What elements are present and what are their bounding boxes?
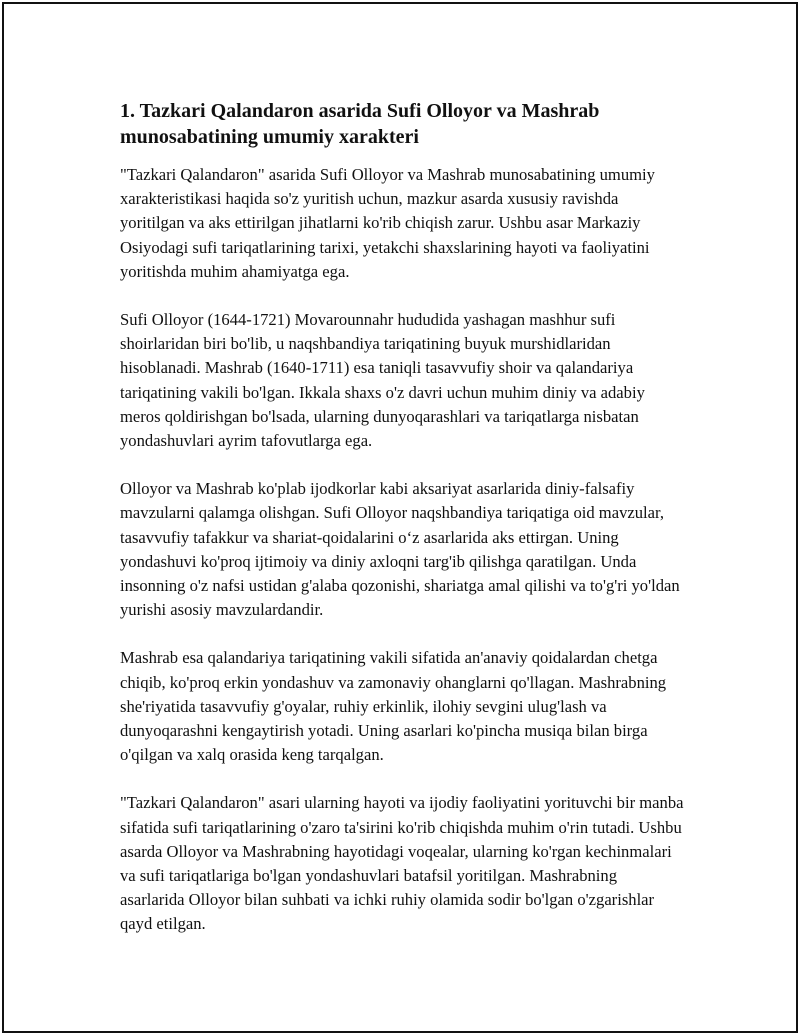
paragraph-1: "Tazkari Qalandaron" asarida Sufi Olloyor va Mashrab munosabatining umumiy xarakteristikasi haqida so'z yuritish uchun, mazkur asarda xususiy ravishda yoritilgan va aks ettirilgan jihatlarni ko'rib chiqish zarur. Ushbu asar Markaziy Osiyodagi sufi tariqatlarining tarixi, yetakchi shaxslarining hayoti va faoliyatini yoritishda muhim ahamiyatga ega. [120, 165, 655, 281]
section-heading: 1. Tazkari Qalandaron asarida Sufi Olloyor va Mashrab munosabatining umumiy xarakteri [120, 100, 600, 148]
paragraph-5: "Tazkari Qalandaron" asari ularning hayoti va ijodiy faoliyatini yorituvchi bir manba sifatida sufi tariqatlarining o'zaro ta'sirini ko'rib chiqishda muhim o'rin tutadi. Ushbu asarda Olloyor va Mashrabning hayotidagi voqealar, ularning ko'rgan kechinmalari va sufi tariqatlariga bo'lgan yondashuvlari batafsil yoritilgan. Mashrabning asarlarida Olloyor bilan suhbati va ichki ruhiy olamida sodir bo'lgan o'zgarishlar qayd etilgan. [120, 793, 684, 934]
paragraph-3: Olloyor va Mashrab ko'plab ijodkorlar kabi aksariyat asarlarida diniy-falsafiy mavzularni qalamga olishgan. Sufi Olloyor naqshbandiya tariqatiga oid mavzular, tasavvufiy tafakkur va shariat-qoidalarini o‘z asarlarida aks ettirgan. Uning yondashuvi ko'proq ijtimoiy va diniy axloqni targ'ib qilishga qaratilgan. Unda insonning o'z nafsi ustidan g'alaba qozonishi, shariatga amal qilishi va to'g'ri yo'ldan yurishi asosiy mavzulardandir. [120, 479, 680, 620]
paragraph-4: Mashrab esa qalandariya tariqatining vakili sifatida an'anaviy qoidalardan chetga chiqib, ko'proq erkin yondashuv va zamonaviy ohanglarni qo'llagan. Mashrabning she'riyatida tasavvufiy g'oyalar, ruhiy erkinlik, ilohiy sevgini ulug'lash va dunyoqarashni kengaytirish yotadi. Uning asarlari ko'pincha musiqa bilan birga o'qilgan va xalq orasida keng tarqalgan. [120, 648, 667, 765]
document-page [2, 2, 798, 1033]
paragraph-2: Sufi Olloyor (1644-1721) Movarounnahr hududida yashagan mashhur sufi shoirlaridan biri bo'lib, u naqshbandiya tariqatining buyuk murshidlaridan hisoblanadi. Mashrab (1640-1711) esa taniqli tasavvufiy shoir va qalandariya tariqatining vakili bo'lgan. Ikkala shaxs o'z davri uchun muhim diniy va adabiy meros qoldirishgan bo'lsada, ularning dunyoqarashlari va tariqatlarga nisbatan yondashuvlari ayrim tafovutlarga ega. [120, 310, 645, 451]
document-body [120, 98, 685, 961]
